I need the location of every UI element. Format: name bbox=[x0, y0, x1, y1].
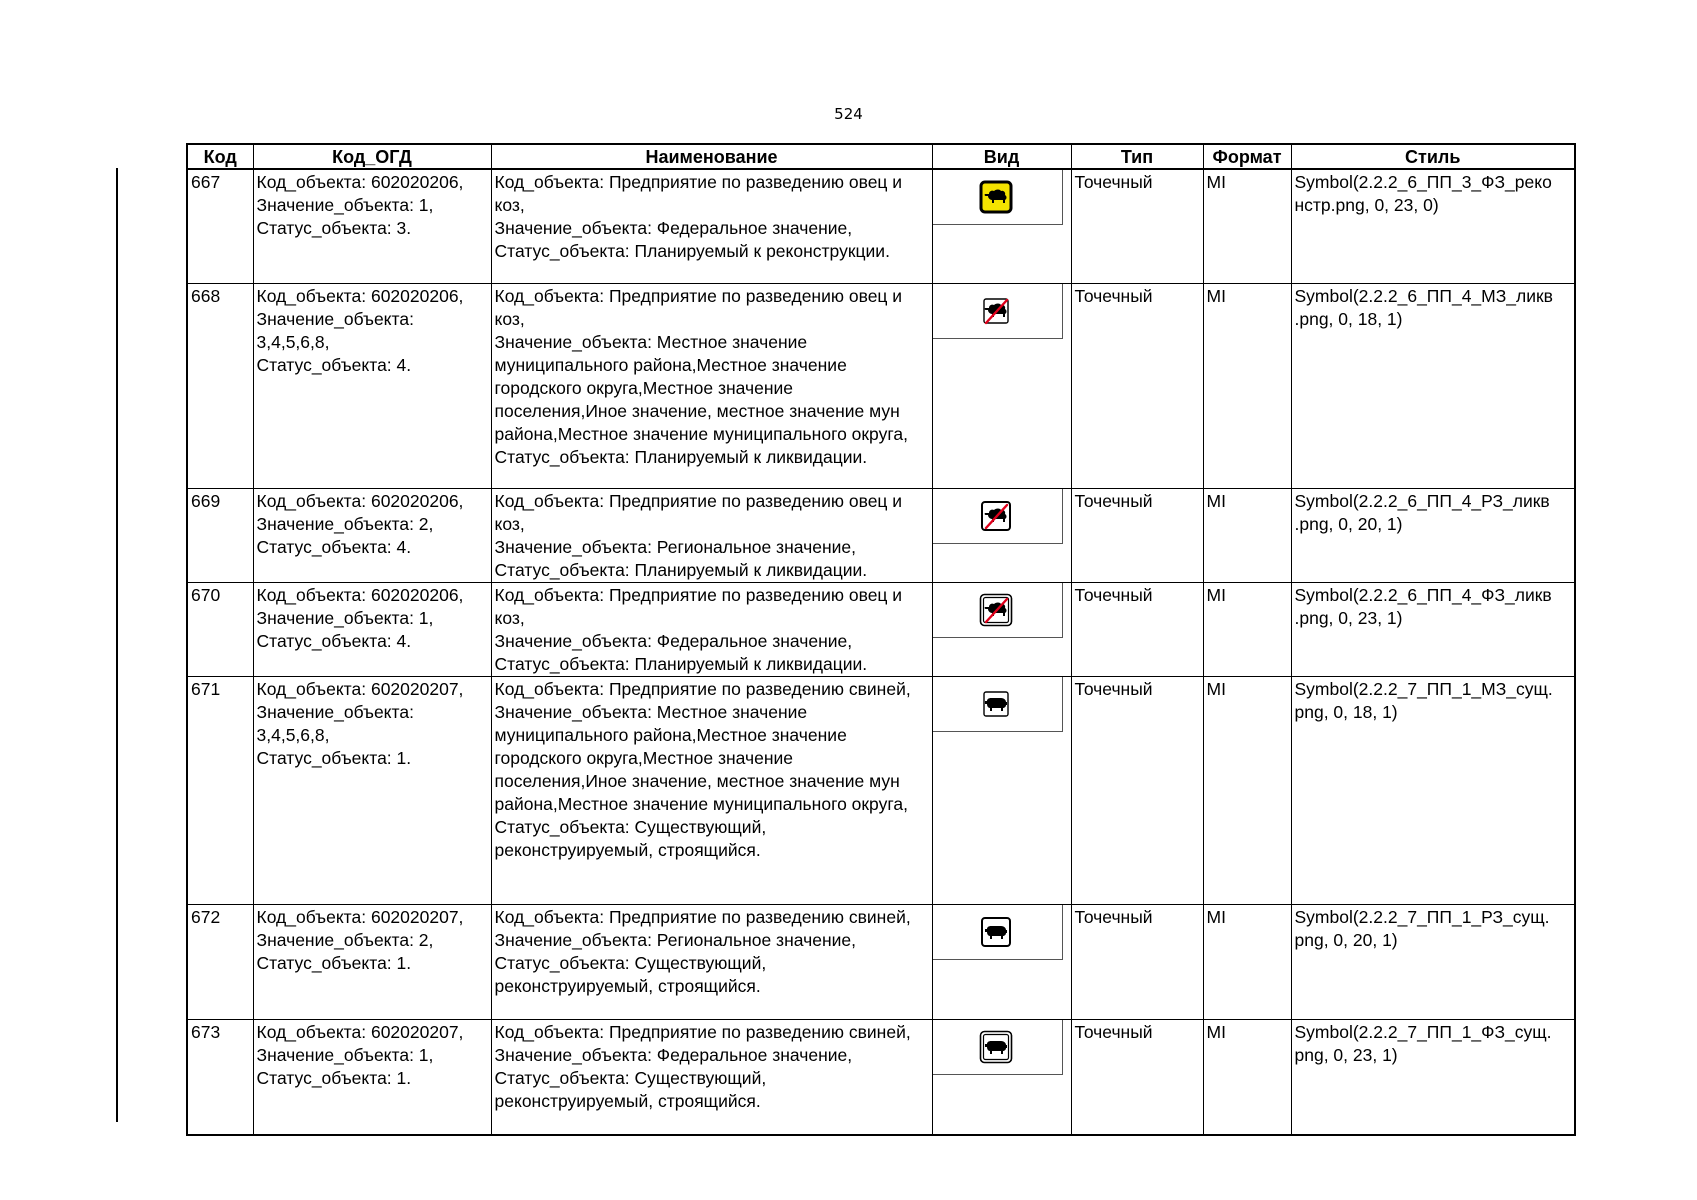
sheep-icon bbox=[979, 593, 1013, 627]
cell-type: Точечный bbox=[1071, 284, 1203, 489]
column-header-view: Вид bbox=[932, 144, 1071, 169]
cell-code: 672 bbox=[187, 905, 253, 1020]
table-row bbox=[187, 1020, 1575, 1136]
cell-format: MI bbox=[1203, 905, 1291, 1020]
cell-ogd-code: Код_объекта: 602020206, Значение_объекта: 2, Статус_объекта: 4. bbox=[253, 489, 491, 583]
icon-frame bbox=[933, 284, 1063, 339]
sheep-icon bbox=[979, 499, 1013, 533]
cell-ogd-code: Код_объекта: 602020207, Значение_объекта: 3,4,5,6,8, Статус_объекта: 1. bbox=[253, 677, 491, 905]
cell-view bbox=[932, 677, 1071, 905]
cell-ogd-code: Код_объекта: 602020206, Значение_объекта: 3,4,5,6,8, Статус_объекта: 4. bbox=[253, 284, 491, 489]
cell-type: Точечный bbox=[1071, 489, 1203, 583]
column-header-ogd-code: Код_ОГД bbox=[253, 144, 491, 169]
column-header-format: Формат bbox=[1203, 144, 1291, 169]
cell-type: Точечный bbox=[1071, 583, 1203, 677]
table-row bbox=[187, 489, 1575, 583]
icon-frame bbox=[933, 583, 1063, 638]
icon-frame bbox=[933, 677, 1063, 732]
cell-name: Код_объекта: Предприятие по разведению овец и коз, Значение_объекта: Региональное значение, Статус_объекта: Планируемый к ликвидации. bbox=[491, 489, 932, 583]
cell-format: MI bbox=[1203, 169, 1291, 284]
cell-ogd-code: Код_объекта: 602020206, Значение_объекта: 1, Статус_объекта: 4. bbox=[253, 583, 491, 677]
cell-style: Symbol(2.2.2_6_ПП_4_МЗ_ликв .png, 0, 18, 1) bbox=[1291, 284, 1575, 489]
cell-type: Точечный bbox=[1071, 905, 1203, 1020]
column-header-code: Код bbox=[187, 144, 253, 169]
table-row bbox=[187, 284, 1575, 489]
cell-ogd-code: Код_объекта: 602020206, Значение_объекта: 1, Статус_объекта: 3. bbox=[253, 169, 491, 284]
cell-name: Код_объекта: Предприятие по разведению овец и коз, Значение_объекта: Федеральное значение, Статус_объекта: Планируемый к ликвидации. bbox=[491, 583, 932, 677]
table-row bbox=[187, 169, 1575, 284]
cell-code: 671 bbox=[187, 677, 253, 905]
sheep-icon bbox=[979, 294, 1013, 328]
cell-name: Код_объекта: Предприятие по разведению свиней, Значение_объекта: Местное значение муниципального района,Местное значение городского округа,Местное значение поселения,Иное значение, местное значение мун района,Местное значение муниципального округа, Статус_объекта: Существующий, реконструируемый, строящийся. bbox=[491, 677, 932, 905]
page-number: 524 bbox=[834, 105, 863, 123]
cell-format: MI bbox=[1203, 583, 1291, 677]
cell-ogd-code: Код_объекта: 602020207, Значение_объекта: 1, Статус_объекта: 1. bbox=[253, 1020, 491, 1136]
sheep-icon bbox=[979, 180, 1013, 214]
cell-type: Точечный bbox=[1071, 677, 1203, 905]
cell-style: Symbol(2.2.2_7_ПП_1_РЗ_сущ. png, 0, 20, 1) bbox=[1291, 905, 1575, 1020]
cell-style: Symbol(2.2.2_6_ПП_4_ФЗ_ликв .png, 0, 23, 1) bbox=[1291, 583, 1575, 677]
column-header-style: Стиль bbox=[1291, 144, 1575, 169]
margin-line bbox=[116, 168, 118, 1122]
cell-style: Symbol(2.2.2_6_ПП_4_РЗ_ликв .png, 0, 20, 1) bbox=[1291, 489, 1575, 583]
cell-code: 670 bbox=[187, 583, 253, 677]
cell-format: MI bbox=[1203, 489, 1291, 583]
cell-view bbox=[932, 905, 1071, 1020]
icon-frame bbox=[933, 170, 1063, 225]
cell-format: MI bbox=[1203, 1020, 1291, 1136]
cell-style: Symbol(2.2.2_6_ПП_3_ФЗ_реко нстр.png, 0, 23, 0) bbox=[1291, 169, 1575, 284]
icon-frame bbox=[933, 489, 1063, 544]
cell-code: 673 bbox=[187, 1020, 253, 1136]
icon-frame bbox=[933, 1020, 1063, 1075]
symbol-registry-table bbox=[186, 143, 1576, 1136]
cell-view bbox=[932, 489, 1071, 583]
cell-style: Symbol(2.2.2_7_ПП_1_ФЗ_сущ. png, 0, 23, 1) bbox=[1291, 1020, 1575, 1136]
icon-frame bbox=[933, 905, 1063, 960]
table-row bbox=[187, 583, 1575, 677]
cell-type: Точечный bbox=[1071, 169, 1203, 284]
cell-view bbox=[932, 1020, 1071, 1136]
cell-code: 668 bbox=[187, 284, 253, 489]
cell-type: Точечный bbox=[1071, 1020, 1203, 1136]
cell-name: Код_объекта: Предприятие по разведению овец и коз, Значение_объекта: Местное значение муниципального района,Местное значение городского округа,Местное значение поселения,Иное значение, местное значение мун района,Местное значение муниципального округа, Статус_объекта: Планируемый к ликвидации. bbox=[491, 284, 932, 489]
cell-name: Код_объекта: Предприятие по разведению овец и коз, Значение_объекта: Федеральное значение, Статус_объекта: Планируемый к реконструкции. bbox=[491, 169, 932, 284]
pig-icon bbox=[979, 915, 1013, 949]
table-row bbox=[187, 677, 1575, 905]
cell-format: MI bbox=[1203, 284, 1291, 489]
cell-code: 667 bbox=[187, 169, 253, 284]
cell-code: 669 bbox=[187, 489, 253, 583]
cell-view bbox=[932, 169, 1071, 284]
cell-name: Код_объекта: Предприятие по разведению свиней, Значение_объекта: Федеральное значение, Статус_объекта: Существующий, реконструируемый, строящийся. bbox=[491, 1020, 932, 1136]
cell-view bbox=[932, 583, 1071, 677]
header-row bbox=[187, 144, 1575, 169]
cell-style: Symbol(2.2.2_7_ПП_1_МЗ_сущ. png, 0, 18, 1) bbox=[1291, 677, 1575, 905]
cell-format: MI bbox=[1203, 677, 1291, 905]
cell-name: Код_объекта: Предприятие по разведению свиней, Значение_объекта: Региональное значение, Статус_объекта: Существующий, реконструируемый, строящийся. bbox=[491, 905, 932, 1020]
column-header-type: Тип bbox=[1071, 144, 1203, 169]
cell-view bbox=[932, 284, 1071, 489]
cell-ogd-code: Код_объекта: 602020207, Значение_объекта: 2, Статус_объекта: 1. bbox=[253, 905, 491, 1020]
pig-icon bbox=[979, 687, 1013, 721]
table-row bbox=[187, 905, 1575, 1020]
pig-icon bbox=[979, 1030, 1013, 1064]
column-header-name: Наименование bbox=[491, 144, 932, 169]
